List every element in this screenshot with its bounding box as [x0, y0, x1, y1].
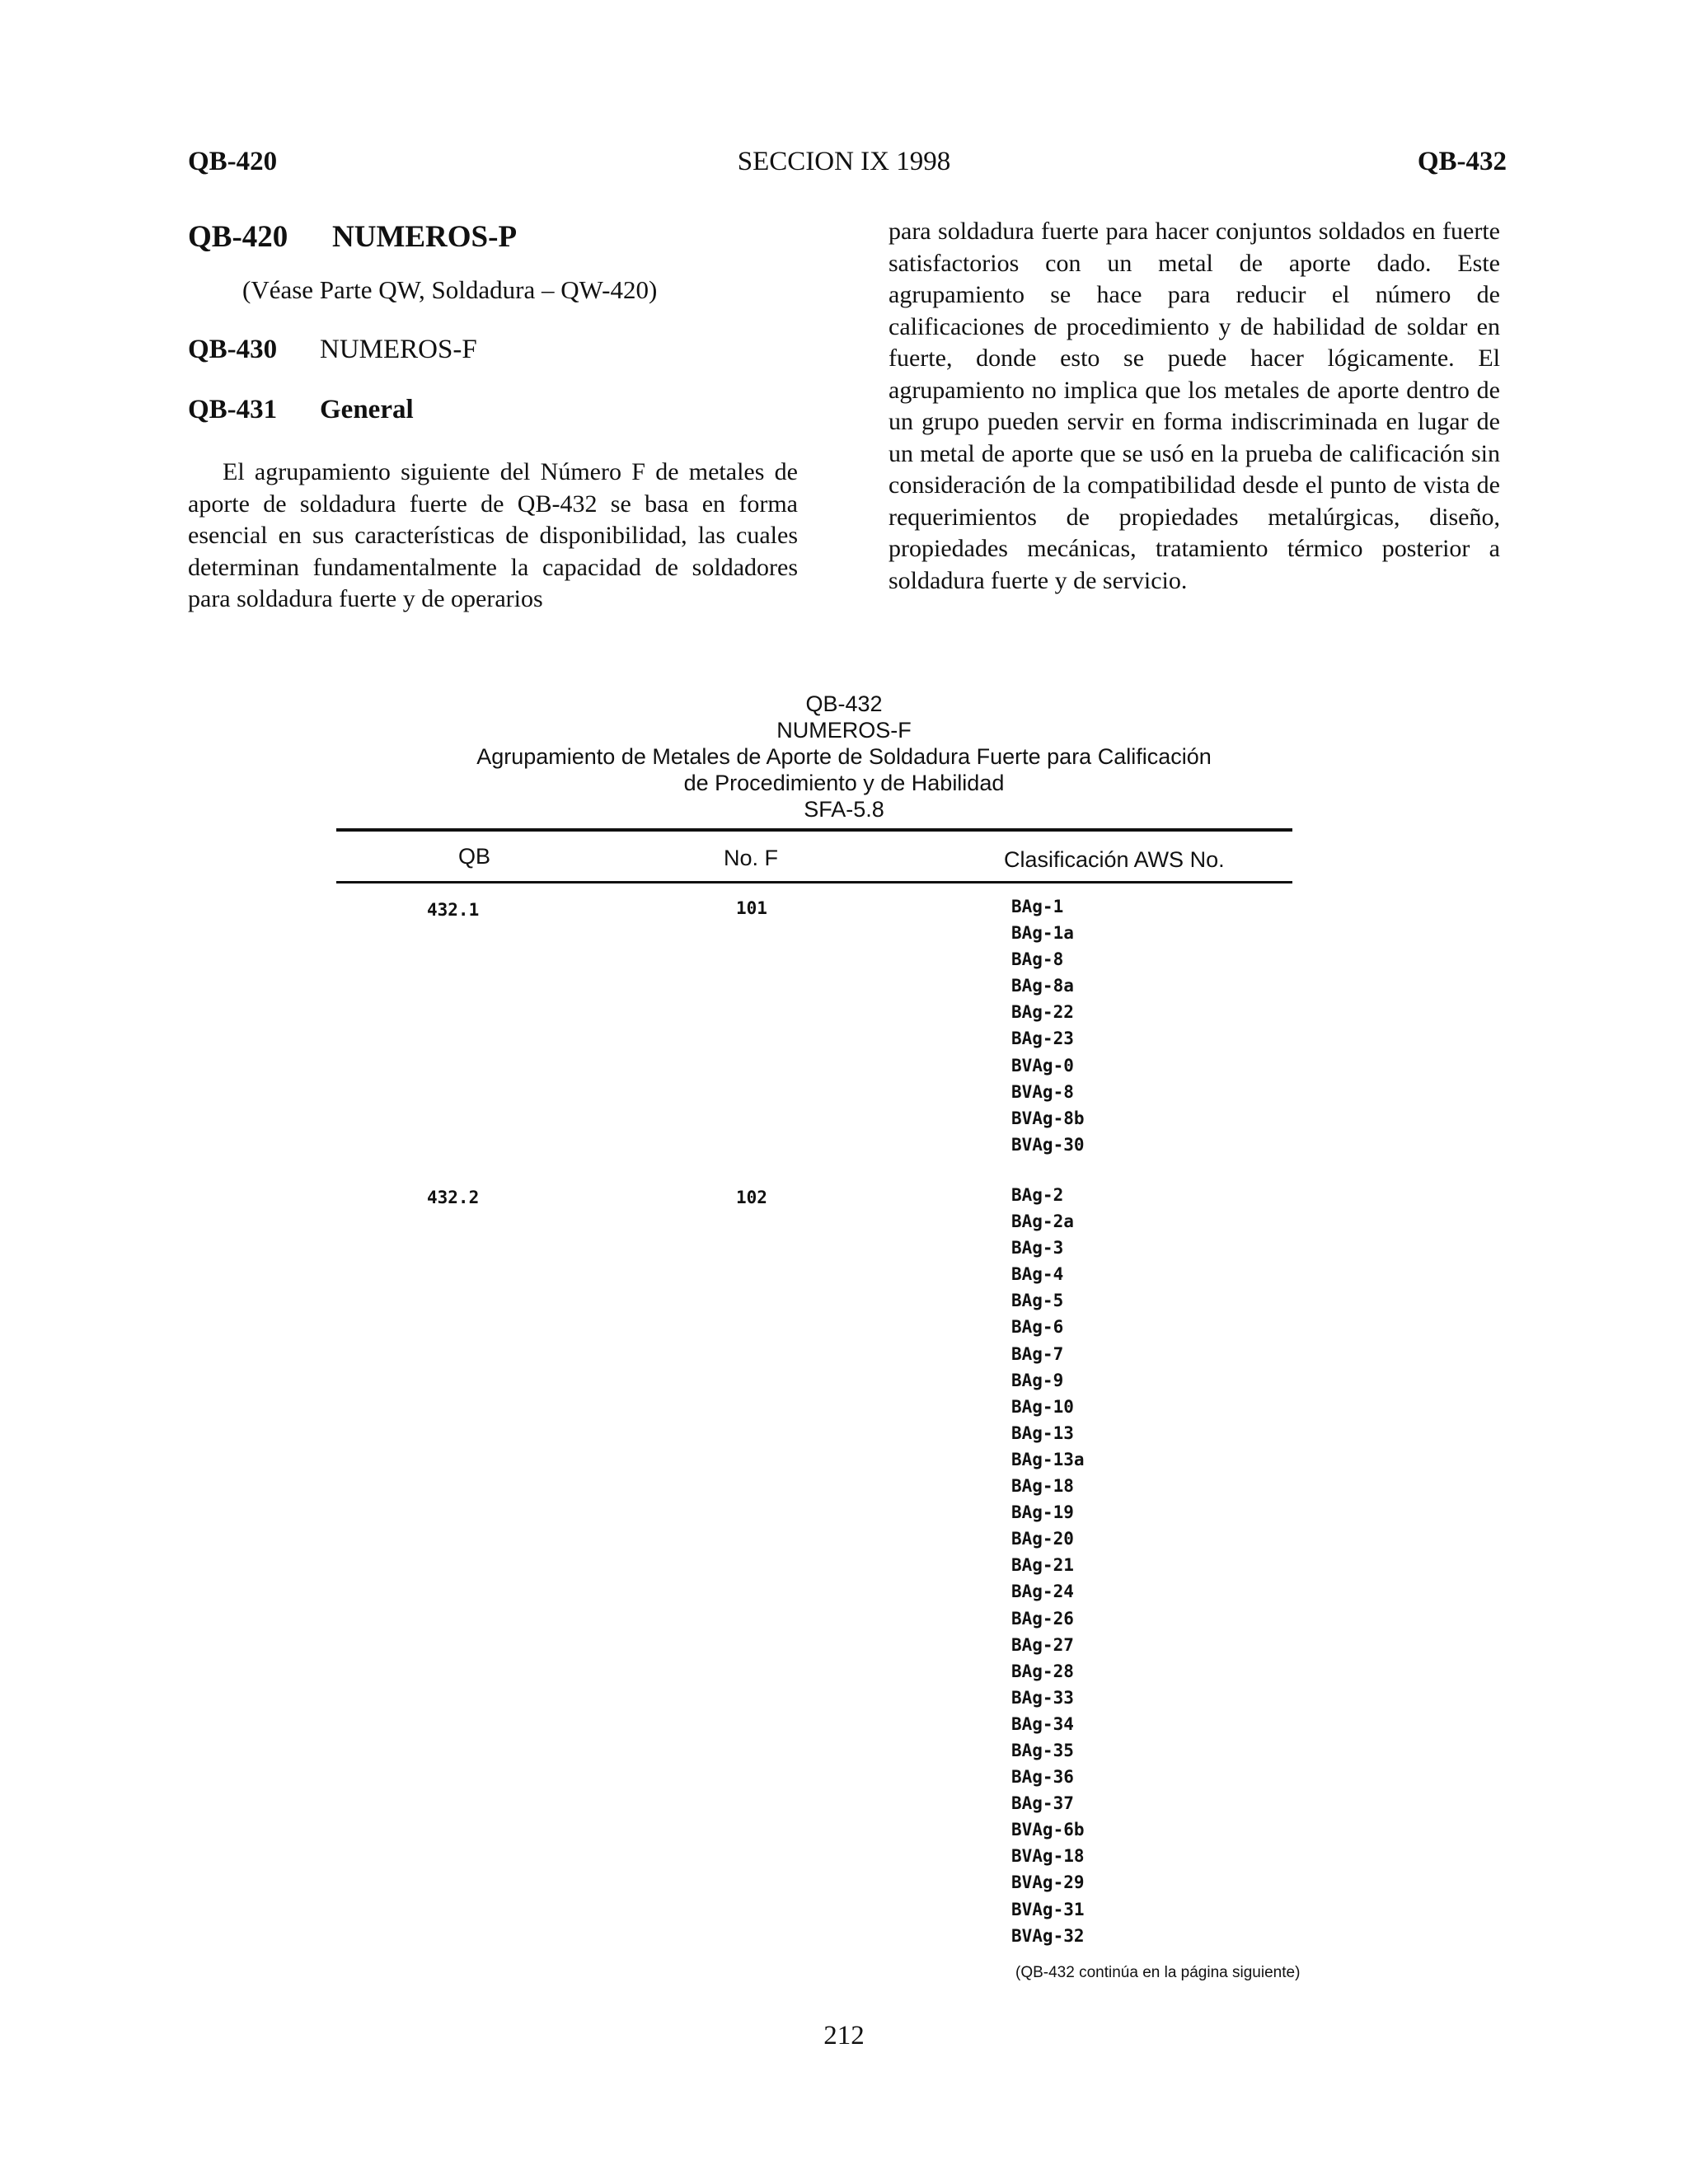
right-column	[889, 216, 1500, 597]
section-heading-qb420	[188, 216, 798, 259]
aws-classification-item: BAg-34	[1011, 1713, 1074, 1734]
table-caption-line1: Agrupamiento de Metales de Aporte de Soldadura Fuerte para Calificación	[476, 744, 1212, 769]
aws-classification-item: BVAg-30	[1011, 1134, 1085, 1155]
aws-classification-item: BAg-20	[1011, 1529, 1074, 1549]
aws-classification-item: BAg-36	[1011, 1767, 1074, 1788]
aws-classification-item: BAg-37	[1011, 1793, 1074, 1814]
aws-classification-list	[1011, 893, 1085, 1158]
aws-classification-item: BAg-27	[1011, 1634, 1074, 1655]
section-number: QB-430	[188, 335, 278, 364]
section-heading-qb431	[188, 395, 798, 425]
section-heading-qb430	[188, 335, 798, 365]
aws-classification-item: BAg-8	[1011, 949, 1064, 970]
aws-classification-item: BAg-28	[1011, 1661, 1074, 1681]
body-paragraph-left: El agrupamiento siguiente del Número F de metales de aporte de soldadura fuerte de QB-432 se basa en forma esencial en sus características de disponibilidad, las cuales determinan fundamentalmente la capacidad de soldadores para soldadura fuerte y de operarios	[188, 458, 798, 612]
body-paragraph-right: para soldadura fuerte para hacer conjuntos soldados en fuerte satisfactorios con un metal de aporte dado. Este agrupamiento se hace para reducir el número de calificaciones de procedimiento y de habilidad de soldar en fuerte, donde esto se puede hacer lógicamente. El agrupamiento no implica que los metales de aporte dentro de un grupo pueden servir en forma indiscriminada en lugar de un metal de aporte que se usó en la prueba de calificación sin consideración de la compatibilidad desde el punto de vista de requerimientos de propiedades metalúrgicas, diseño, propiedades mecánicas, tratamiento térmico posterior a soldadura fuerte y de servicio.	[889, 218, 1500, 594]
table-cell-f-no: 102	[736, 1188, 767, 1207]
table-title	[0, 691, 1688, 823]
aws-classification-item: BAg-9	[1011, 1370, 1064, 1390]
aws-classification-item: BAg-6	[1011, 1317, 1064, 1338]
section-title: NUMEROS-P	[332, 220, 518, 254]
aws-classification-item: BAg-7	[1011, 1343, 1064, 1364]
aws-classification-item: BAg-5	[1011, 1291, 1064, 1311]
aws-classification-item: BVAg-0	[1011, 1055, 1074, 1076]
aws-classification-item: BVAg-32	[1011, 1925, 1085, 1946]
section-title: General	[320, 395, 414, 424]
table-cell-f-no: 101	[736, 898, 767, 918]
aws-classification-list	[1011, 1182, 1085, 1949]
column-header-f-no: No. F	[724, 846, 779, 870]
aws-classification-item: BAg-24	[1011, 1582, 1074, 1602]
section-title: NUMEROS-F	[320, 335, 477, 364]
table-spec: SFA-5.8	[804, 797, 884, 822]
aws-classification-item: BAg-19	[1011, 1502, 1074, 1523]
running-header-left: QB-420	[188, 147, 278, 176]
aws-classification-item: BAg-10	[1011, 1396, 1074, 1417]
aws-classification-item: BAg-35	[1011, 1740, 1074, 1760]
table-number: QB-432	[805, 691, 883, 716]
running-header-right: QB-432	[1417, 147, 1507, 176]
aws-classification-item: BAg-33	[1011, 1687, 1074, 1708]
aws-classification-item: BVAg-31	[1011, 1899, 1085, 1919]
aws-classification-item: BAg-1a	[1011, 923, 1074, 944]
aws-classification-item: BAg-4	[1011, 1264, 1064, 1285]
aws-classification-item: BAg-2a	[1011, 1212, 1074, 1232]
aws-classification-item: BAg-2	[1011, 1185, 1064, 1205]
table-cell-qb: 432.2	[427, 1188, 480, 1207]
cross-reference-note: (Véase Parte QW, Soldadura – QW-420)	[242, 275, 658, 304]
left-column	[188, 216, 798, 616]
aws-classification-item: BVAg-18	[1011, 1846, 1085, 1867]
table-header-rule	[336, 881, 1292, 883]
aws-classification-item: BAg-21	[1011, 1555, 1074, 1576]
table-caption-line2: de Procedimiento y de Habilidad	[683, 771, 1005, 795]
column-header-qb: QB	[458, 844, 491, 869]
aws-classification-item: BAg-3	[1011, 1238, 1064, 1258]
aws-classification-item: BAg-22	[1011, 1002, 1074, 1023]
aws-classification-item: BAg-26	[1011, 1608, 1074, 1629]
aws-classification-item: BVAg-8b	[1011, 1108, 1085, 1128]
running-header-center: SECCION IX 1998	[737, 147, 951, 176]
column-header-aws: Clasificación AWS No.	[1004, 847, 1225, 872]
table-name: NUMEROS-F	[776, 718, 912, 743]
aws-classification-item: BVAg-6b	[1011, 1820, 1085, 1840]
continuation-note: (QB-432 continúa en la página siguiente)	[1015, 1964, 1301, 1981]
page-number: 212	[823, 2021, 865, 2050]
aws-classification-item: BVAg-8	[1011, 1081, 1074, 1102]
table-top-rule	[336, 828, 1292, 832]
aws-classification-item: BAg-8a	[1011, 976, 1074, 996]
aws-classification-item: BAg-1	[1011, 897, 1064, 916]
aws-classification-item: BAg-23	[1011, 1029, 1074, 1049]
table-cell-qb: 432.1	[427, 900, 480, 920]
section-number: QB-420	[188, 220, 288, 254]
aws-classification-item: BVAg-29	[1011, 1872, 1085, 1893]
aws-classification-item: BAg-13	[1011, 1422, 1074, 1443]
section-number: QB-431	[188, 395, 278, 424]
aws-classification-item: BAg-13a	[1011, 1449, 1085, 1469]
aws-classification-item: BAg-18	[1011, 1476, 1074, 1497]
